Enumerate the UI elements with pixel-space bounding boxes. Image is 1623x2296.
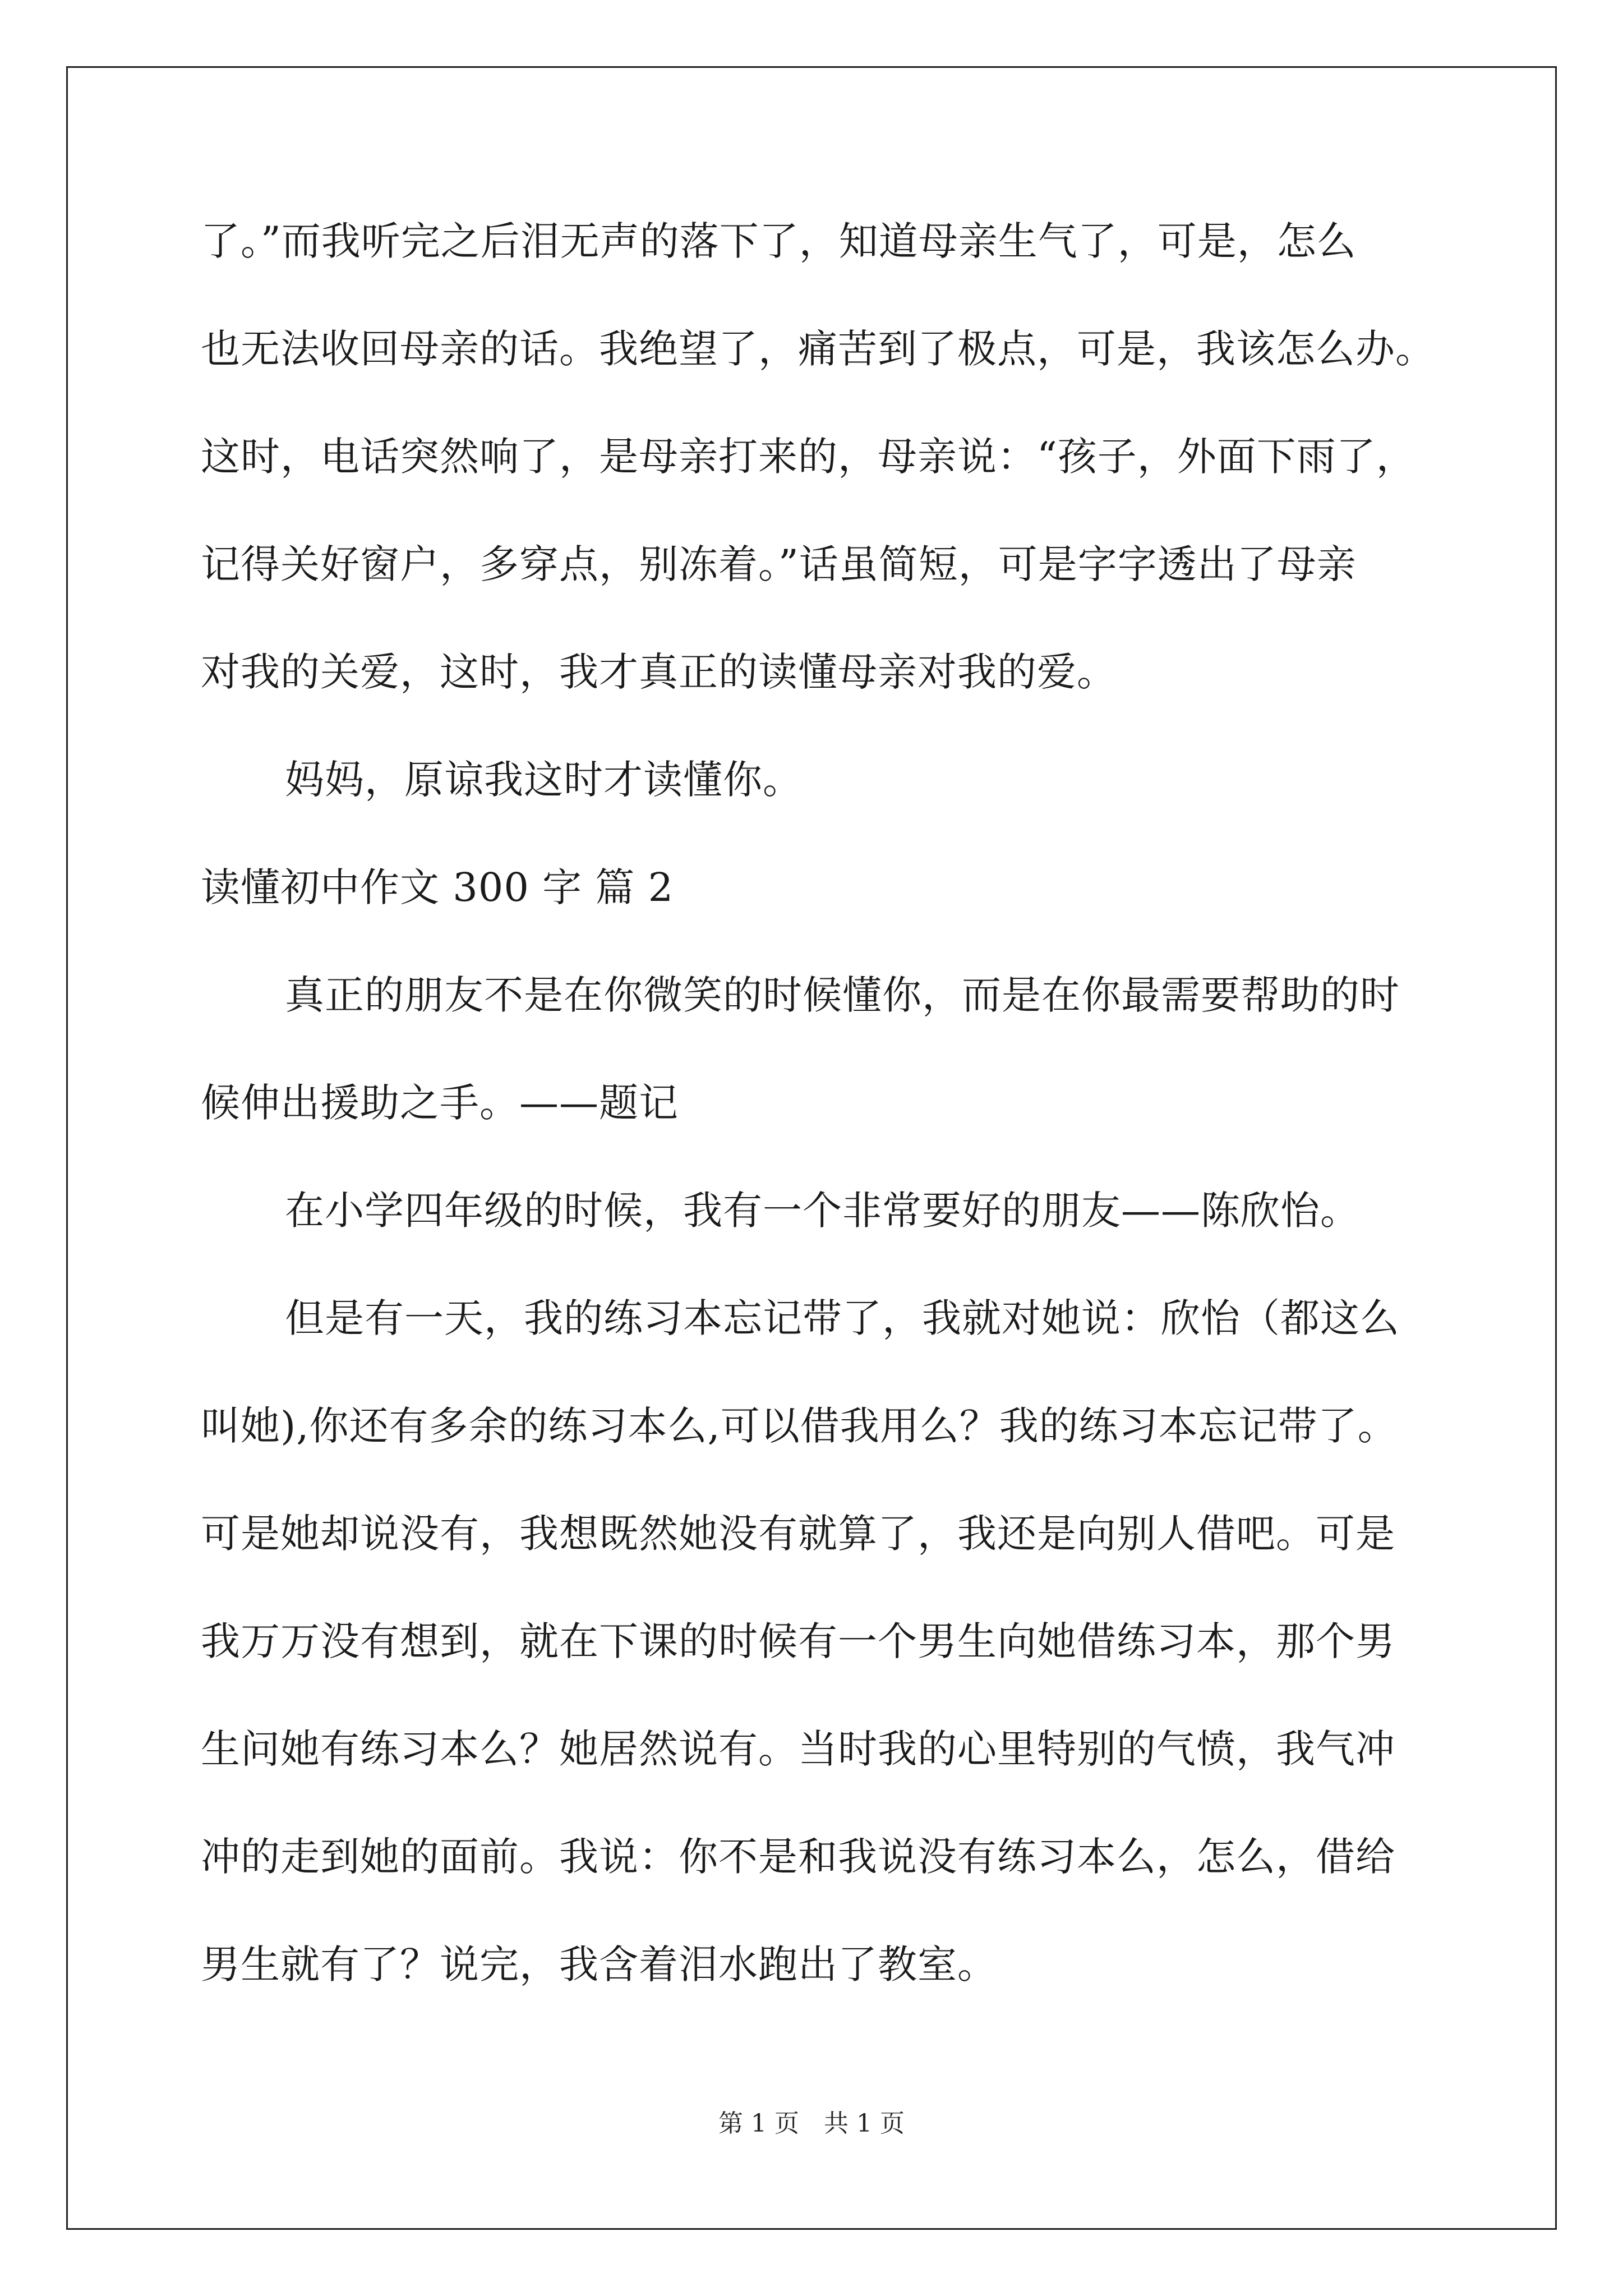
text-line-12: 叫她),你还有多余的练习本么,可以借我用么？我的练习本忘记带了。 xyxy=(201,1403,1398,1449)
page-total: 共 1 页 xyxy=(824,2109,905,2138)
text-line-4: 记得关好窗户，多穿点，别冻着。”话虽简短，可是字字透出了母亲 xyxy=(201,541,1357,587)
section-heading: 读懂初中作文 300 字 篇 2 xyxy=(201,864,674,910)
text-line-11: 但是有一天，我的练习本忘记带了，我就对她说：欣怡（都这么 xyxy=(285,1295,1400,1341)
text-line-8: 真正的朋友不是在你微笑的时候懂你，而是在你最需要帮助的时 xyxy=(285,972,1400,1018)
document-body xyxy=(201,214,1457,2045)
text-line-10: 在小学四年级的时候，我有一个非常要好的朋友——陈欣怡。 xyxy=(285,1188,1360,1234)
page-number: 第 1 页 xyxy=(718,2109,799,2138)
text-line-16: 冲的走到她的面前。我说：你不是和我说没有练习本么，怎么，借给 xyxy=(201,1834,1395,1880)
text-line-3: 这时，电话突然响了，是母亲打来的，母亲说：“孩子，外面下雨了， xyxy=(201,434,1416,480)
page-footer xyxy=(0,2108,1623,2139)
text-line-13: 可是她却说没有，我想既然她没有就算了，我还是向别人借吧。可是 xyxy=(201,1511,1395,1557)
text-line-9: 候伸出援助之手。——题记 xyxy=(201,1080,679,1126)
text-line-5: 对我的关爱，这时，我才真正的读懂母亲对我的爱。 xyxy=(201,649,1117,695)
text-line-17: 男生就有了？说完，我含着泪水跑出了教室。 xyxy=(201,1941,997,1987)
text-line-15: 生问她有练习本么？她居然说有。当时我的心里特别的气愤，我气冲 xyxy=(201,1726,1395,1772)
text-line-6: 妈妈，原谅我这时才读懂你。 xyxy=(285,757,803,803)
text-line-1: 了。”而我听完之后泪无声的落下了，知道母亲生气了，可是，怎么 xyxy=(201,218,1357,264)
text-line-2: 也无法收回母亲的话。我绝望了，痛苦到了极点，可是，我该怎么办。 xyxy=(201,326,1435,372)
text-line-14: 我万万没有想到，就在下课的时候有一个男生向她借练习本，那个男 xyxy=(201,1618,1395,1664)
